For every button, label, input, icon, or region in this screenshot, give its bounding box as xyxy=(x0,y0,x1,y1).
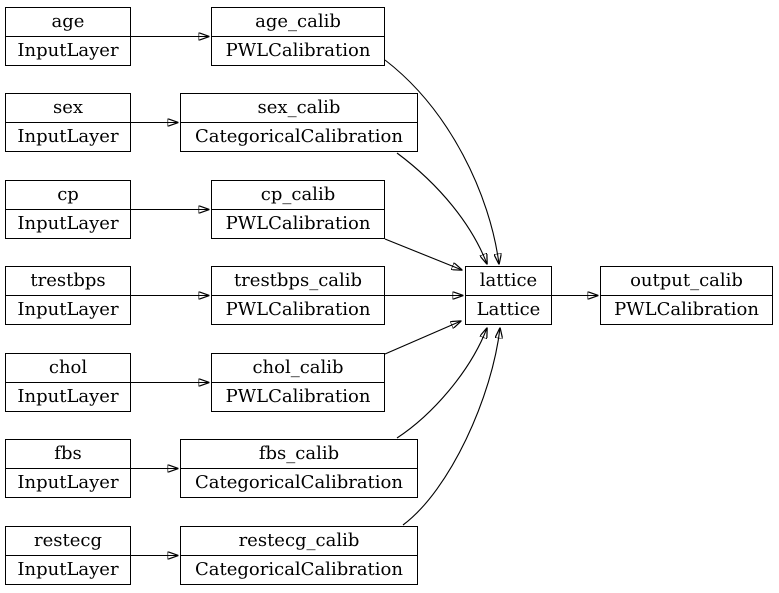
node-type-label: CategoricalCalibration xyxy=(195,126,403,147)
node-label: restecg_calib xyxy=(181,527,417,556)
node-type-label: InputLayer xyxy=(17,472,119,493)
node-sex xyxy=(5,93,131,152)
node-sex-calib xyxy=(180,93,418,152)
node-label: sex xyxy=(6,94,130,123)
node-type-label: InputLayer xyxy=(17,40,119,61)
node-label: cp xyxy=(6,181,130,210)
node-fbs xyxy=(5,439,131,498)
node-type-label: InputLayer xyxy=(17,386,119,407)
node-type-label: CategoricalCalibration xyxy=(195,559,403,580)
node-age-calib xyxy=(211,7,385,66)
edge-sex_calib-lattice xyxy=(397,153,487,264)
node-label: age xyxy=(6,8,130,37)
edge-chol_calib-lattice xyxy=(385,321,461,354)
node-label: output_calib xyxy=(601,267,772,296)
node-fbs-calib xyxy=(180,439,418,498)
node-trestbps-calib xyxy=(211,266,385,325)
node-cp-calib xyxy=(211,180,385,239)
node-label: chol_calib xyxy=(212,354,384,383)
node-label: fbs_calib xyxy=(181,440,417,469)
node-type-label: PWLCalibration xyxy=(225,386,371,407)
node-type-label: Lattice xyxy=(476,299,541,320)
node-type-label: InputLayer xyxy=(17,559,119,580)
node-label: cp_calib xyxy=(212,181,384,210)
node-type-label: InputLayer xyxy=(17,126,119,147)
node-type-label: PWLCalibration xyxy=(225,213,371,234)
node-type-label: InputLayer xyxy=(17,299,119,320)
node-type-label: CategoricalCalibration xyxy=(195,472,403,493)
node-chol-calib xyxy=(211,353,385,412)
edge-age_calib-lattice xyxy=(385,60,499,264)
node-type-label: PWLCalibration xyxy=(225,40,371,61)
node-trestbps xyxy=(5,266,131,325)
node-label: trestbps xyxy=(6,267,130,296)
node-type-label: InputLayer xyxy=(17,213,119,234)
node-restecg xyxy=(5,526,131,585)
node-lattice xyxy=(465,266,552,325)
node-type-label: PWLCalibration xyxy=(614,299,759,320)
node-restecg-calib xyxy=(180,526,418,585)
node-label: fbs xyxy=(6,440,130,469)
node-label: trestbps_calib xyxy=(212,267,384,296)
node-label: lattice xyxy=(466,267,551,296)
node-age xyxy=(5,7,131,66)
edge-cp_calib-lattice xyxy=(385,239,462,270)
node-label: chol xyxy=(6,354,130,383)
node-label: restecg xyxy=(6,527,130,556)
node-chol xyxy=(5,353,131,412)
node-label: age_calib xyxy=(212,8,384,37)
node-label: sex_calib xyxy=(181,94,417,123)
edge-fbs_calib-lattice xyxy=(397,328,487,438)
node-cp xyxy=(5,180,131,239)
node-type-label: PWLCalibration xyxy=(225,299,371,320)
node-output-calib xyxy=(600,266,773,325)
